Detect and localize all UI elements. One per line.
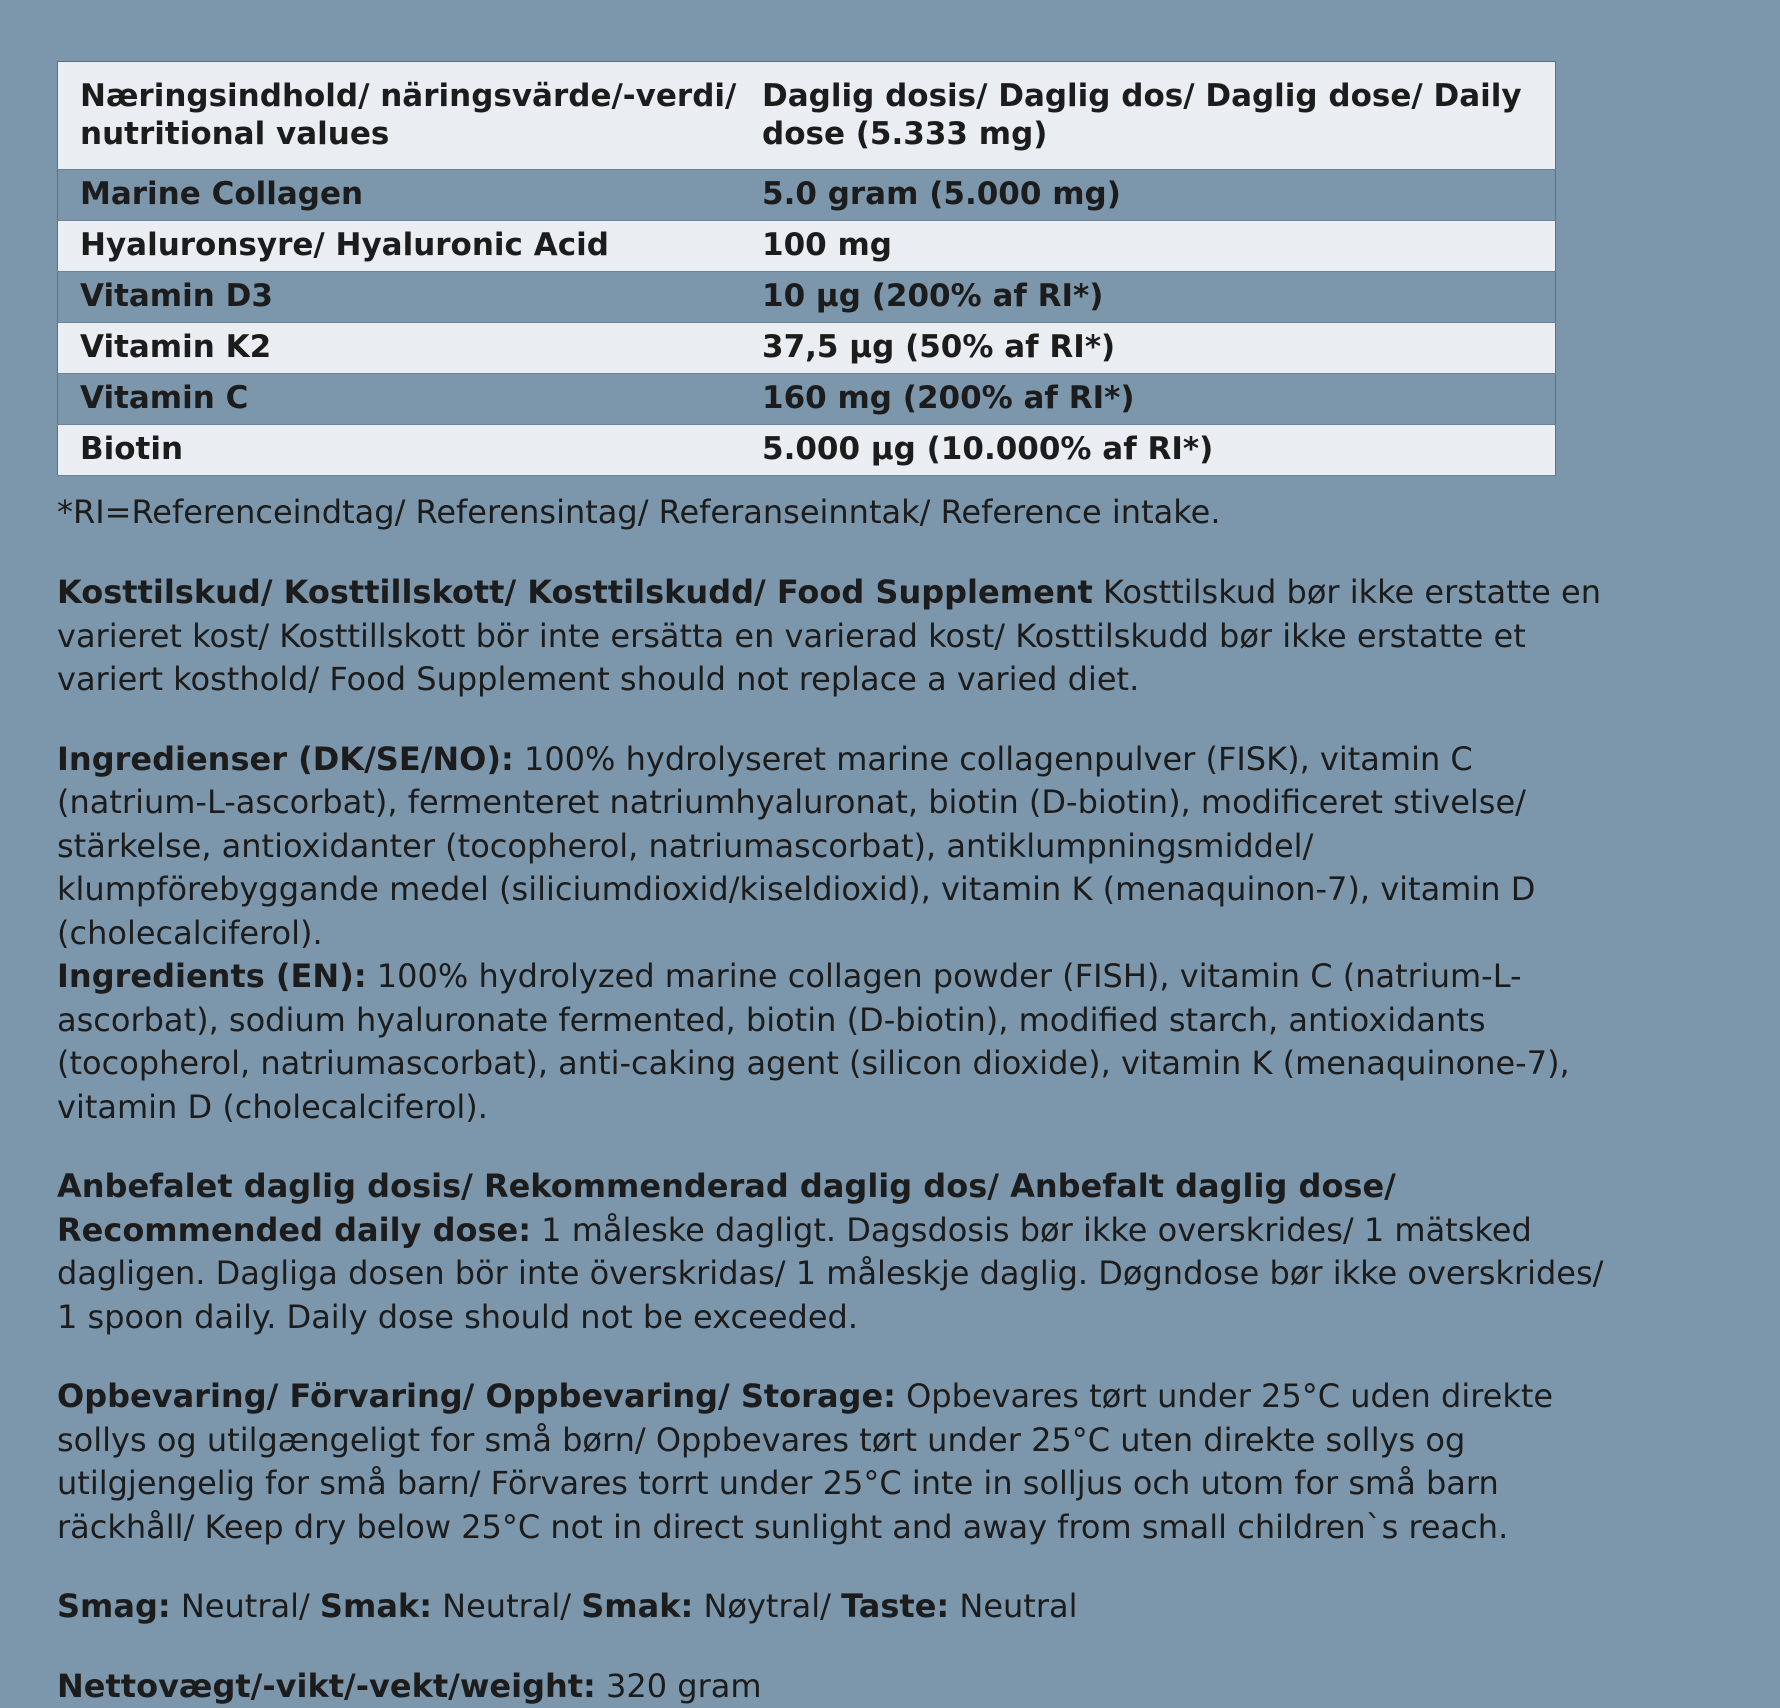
- table-row: [58, 374, 1556, 425]
- ingredients-paragraph: [57, 738, 1617, 1130]
- nutrient-value: 10 µg (200% af RI*): [740, 272, 1556, 323]
- header-daily-dose: Daglig dosis/ Daglig dos/ Daglig dose/ Daily dose (5.333 mg): [740, 62, 1556, 170]
- nutrient-value: 5.000 µg (10.000% af RI*): [740, 425, 1556, 476]
- taste-value-dk: Neutral/: [171, 1587, 320, 1625]
- weight-value: 320 gram: [596, 1667, 762, 1705]
- taste-value-en: Neutral: [949, 1587, 1077, 1625]
- ingredients-heading-en: Ingredients (EN):: [57, 957, 367, 995]
- table-row: [58, 221, 1556, 272]
- storage-paragraph: [57, 1375, 1617, 1549]
- weight-label: Nettovægt/-vikt/-vekt/weight:: [57, 1667, 596, 1705]
- taste-label-dk: Smag:: [57, 1587, 171, 1625]
- table-row: [58, 272, 1556, 323]
- nutrition-table-header: [58, 62, 1556, 170]
- dose-heading: Anbefalet daglig dosis/ Rekommenderad daglig dos/ Anbefalt daglig dose/ Recommended daily dose:: [57, 1167, 1396, 1249]
- supplement-text: Kosttilskud bør ikke erstatte en varieret kost/ Kosttillskott bör inte ersätta en varierad kost/ Kosttilskudd bør ikke erstatte et variert kosthold/ Food Supplement should not replace a varied diet.: [57, 573, 1601, 698]
- nutrient-value: 100 mg: [740, 221, 1556, 272]
- table-row: [58, 323, 1556, 374]
- nutrient-value: 160 mg (200% af RI*): [740, 374, 1556, 425]
- supplement-heading: Kosttilskud/ Kosttillskott/ Kosttilskudd/ Food Supplement: [57, 573, 1093, 611]
- taste-value-no: Nøytral/: [693, 1587, 841, 1625]
- label-sheet: [57, 61, 1617, 1708]
- ingredients-text-en: 100% hydrolyzed marine collagen powder (FISH), vitamin C (natrium-L-ascorbat), sodium hyaluronate fermented, biotin (D-biotin), modified starch, antioxidants (tocopherol, natriumascorbat), anti-caking agent (silicon dioxide), vitamin K (menaquinone-7), vitamin D (cholecalciferol).: [57, 957, 1570, 1126]
- nutrient-name: Marine Collagen: [58, 170, 741, 221]
- header-nutritional-values: Næringsindhold/ näringsvärde/-verdi/ nutritional values: [58, 62, 741, 170]
- taste-label-en: Taste:: [841, 1587, 949, 1625]
- table-row: [58, 425, 1556, 476]
- nutrient-name: Vitamin K2: [58, 323, 741, 374]
- nutrient-name: Biotin: [58, 425, 741, 476]
- nutrient-value: 37,5 µg (50% af RI*): [740, 323, 1556, 374]
- dose-text: 1 måleske dagligt. Dagsdosis bør ikke overskrides/ 1 mätsked dagligen. Dagliga dosen bör inte överskridas/ 1 måleskje daglig. Døgndose bør ikke overskrides/ 1 spoon daily. Daily dose should not be exceeded.: [57, 1211, 1603, 1336]
- taste-label-no: Smak:: [581, 1587, 693, 1625]
- dose-paragraph: [57, 1165, 1617, 1339]
- taste-label-se: Smak:: [320, 1587, 432, 1625]
- weight-line: [57, 1665, 1617, 1708]
- taste-value-se: Neutral/: [432, 1587, 581, 1625]
- storage-text: Opbevares tørt under 25°C uden direkte sollys og utilgængeligt for små børn/ Oppbevares tørt under 25°C uten direkte sollys og utilgjengelig for små barn/ Förvares torrt under 25°C inte in solljus och utom for små barn räckhåll/ Keep dry below 25°C not in direct sunlight and away from small children`s reach.: [57, 1377, 1553, 1546]
- ingredients-heading-dk: Ingredienser (DK/SE/NO):: [57, 740, 514, 778]
- nutrient-name: Vitamin C: [58, 374, 741, 425]
- ri-footnote: *RI=Referenceindtag/ Referensintag/ Referanseinntak/ Reference intake.: [57, 490, 1617, 534]
- nutrient-name: Hyaluronsyre/ Hyaluronic Acid: [58, 221, 741, 272]
- nutrient-name: Vitamin D3: [58, 272, 741, 323]
- nutrition-table: [57, 61, 1556, 476]
- ingredients-text-dk: 100% hydrolyseret marine collagenpulver (FISK), vitamin C (natrium-L-ascorbat), fermenteret natriumhyaluronat, biotin (D-biotin), modificeret stivelse/ stärkelse, antioxidanter (tocopherol, natriumascorbat), antiklumpningsmiddel/ klumpförebyggande medel (siliciumdioxid/kiseldioxid), vitamin K (menaquinon-7), vitamin D (cholecalciferol).: [57, 740, 1535, 952]
- storage-heading: Opbevaring/ Förvaring/ Oppbevaring/ Storage:: [57, 1377, 896, 1415]
- nutrient-value: 5.0 gram (5.000 mg): [740, 170, 1556, 221]
- taste-line: [57, 1585, 1617, 1629]
- supplement-paragraph: [57, 571, 1617, 702]
- table-row: [58, 170, 1556, 221]
